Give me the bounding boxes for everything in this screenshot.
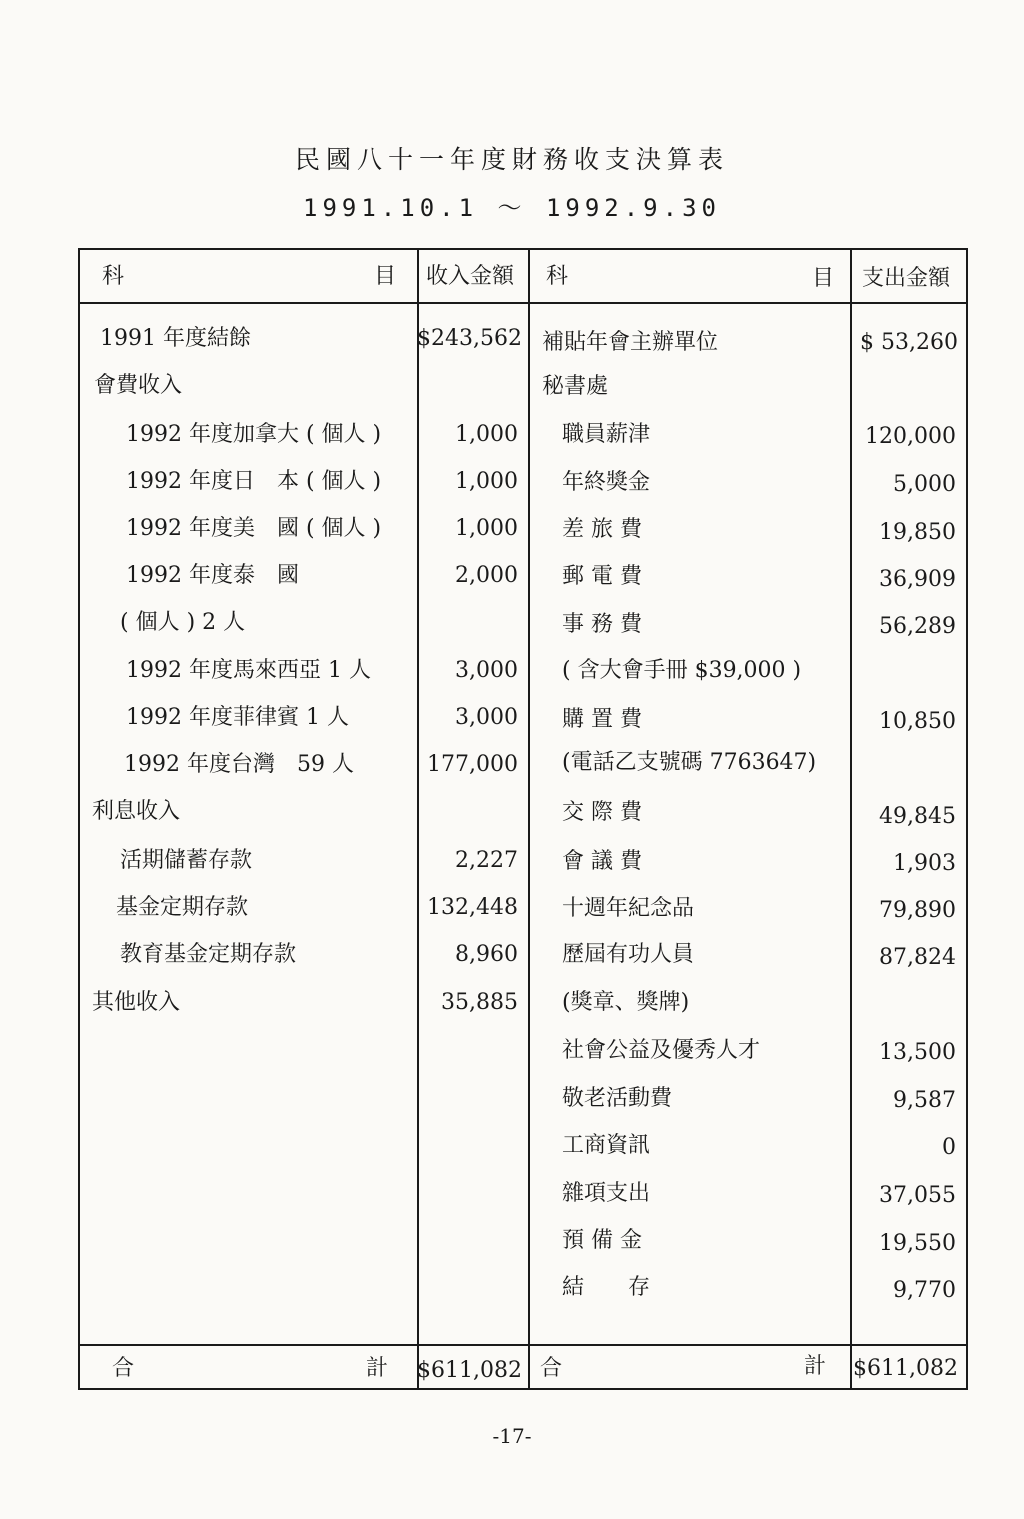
total-divider [80,1344,966,1346]
header-subject-left: 科 [102,264,125,289]
expense-amount: 19,550 [879,1231,956,1256]
expense-total: $611,082 [853,1356,958,1381]
expense-amount: $ 53,260 [860,330,958,355]
expense-label: 社會公益及優秀人才 [562,1038,761,1063]
header-income-amount: 收入金額 [426,264,515,289]
expense-label: 差 旅 費 [562,517,642,542]
expense-label: 補貼年會主辦單位 [542,330,719,355]
period-subtitle: 1991.10.1 〜 1992.9.30 [303,194,721,222]
total-label-left: 合 [112,1356,135,1381]
expense-label: 歷屆有功人員 [562,942,695,967]
expense-amount: 120,000 [865,424,956,449]
expense-amount: 5,000 [893,472,956,497]
page-number: -17- [492,1424,532,1448]
expense-amount: 13,500 [879,1040,956,1065]
expense-label: (電話乙支號碼 7763647) [562,750,817,775]
expense-amount: 37,055 [879,1183,956,1208]
expense-label: 秘書處 [542,374,609,399]
income-label: 其他收入 [92,990,181,1015]
income-label: 基金定期存款 [116,895,249,920]
expense-amount: 0 [942,1135,956,1160]
expense-amount: 79,890 [879,898,956,923]
header-subject-right: 科 [546,264,569,289]
expense-label: 預 備 金 [562,1228,642,1253]
expense-label: 工商資訊 [562,1133,651,1158]
expense-amount: 9,770 [893,1278,956,1303]
income-label: 1992 年度泰 國 [126,563,299,588]
income-label: 1992 年度馬來西亞 1 人 [126,658,371,683]
expense-amount: 49,845 [879,804,956,829]
income-label: 1991 年度結餘 [100,326,251,351]
income-amount: 132,448 [427,895,518,920]
total-label-right: 計 [366,1356,389,1381]
column-divider [528,250,530,1388]
income-label: 1992 年度菲律賓 1 人 [126,705,349,730]
expense-label: (獎章、獎牌) [562,990,690,1015]
expense-amount: 87,824 [879,945,956,970]
header-item-left: 目 [374,264,397,289]
expense-amount: 9,587 [893,1088,956,1113]
expense-label: 交 際 費 [562,800,642,825]
expense-label: 職員薪津 [562,422,651,447]
total-label-right: 計 [804,1354,827,1379]
income-label: ( 個人 ) 2 人 [120,610,246,635]
income-amount: 177,000 [427,752,518,777]
expense-label: 會 議 費 [562,849,642,874]
income-amount: 1,000 [455,469,518,494]
expense-label: 十週年紀念品 [562,896,695,921]
income-label: 1992 年度日 本 ( 個人 ) [126,469,382,494]
income-total: $611,082 [417,1358,522,1383]
income-amount: 1,000 [455,516,518,541]
header-item-right: 目 [812,266,835,291]
expense-label: 結 存 [562,1275,651,1300]
income-amount: 1,000 [455,422,518,447]
income-amount: 8,960 [455,942,518,967]
income-label: 1992 年度台灣 59 人 [124,752,354,777]
financial-table [78,248,968,1390]
total-label-left: 合 [540,1356,563,1381]
header-expense-amount: 支出金額 [862,266,951,291]
header-divider [80,302,966,304]
expense-label: 年終獎金 [562,470,651,495]
expense-label: ( 含大會手冊 $39,000 ) [562,658,802,683]
income-amount: 35,885 [441,990,518,1015]
expense-amount: 56,289 [879,614,956,639]
income-amount: $243,562 [417,326,522,351]
column-divider [417,250,419,1388]
income-label: 利息收入 [92,799,181,824]
expense-amount: 36,909 [879,567,956,592]
expense-amount: 1,903 [893,851,956,876]
income-label: 活期儲蓄存款 [120,848,253,873]
income-label: 教育基金定期存款 [120,942,297,967]
income-label: 1992 年度加拿大 ( 個人 ) [126,422,382,447]
income-label: 會費收入 [94,373,183,398]
page-title: 民國八十一年度財務收支決算表 [294,145,729,174]
expense-label: 購 置 費 [562,707,642,732]
income-amount: 2,000 [455,563,518,588]
expense-amount: 19,850 [879,520,956,545]
column-divider [850,250,852,1388]
expense-label: 郵 電 費 [562,564,642,589]
expense-label: 雜項支出 [562,1181,651,1206]
income-amount: 3,000 [455,658,518,683]
expense-amount: 10,850 [879,709,956,734]
expense-label: 敬老活動費 [562,1086,673,1111]
income-amount: 3,000 [455,705,518,730]
income-label: 1992 年度美 國 ( 個人 ) [126,516,382,541]
income-amount: 2,227 [455,848,518,873]
expense-label: 事 務 費 [562,612,642,637]
